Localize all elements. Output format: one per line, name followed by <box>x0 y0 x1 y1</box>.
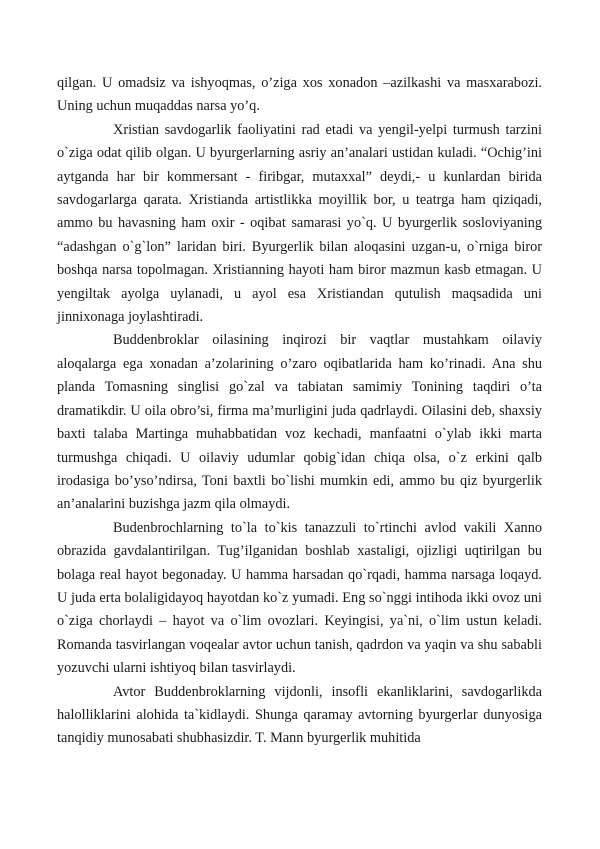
paragraph-continuation: qilgan. U omadsiz va ishyoqmas, o’ziga xos xonadon –azilkashi va masxarabozi. Uning uchun muqaddas narsa yo’q. <box>57 75 542 115</box>
paragraph-avtor: Avtor Buddenbroklarning vijdonli, insofli ekanliklarini, savdogarlikda halolliklarini alohida ta`kidlaydi. Shunga qaramay avtorning byurgerlar dunyosiga tanqidiy munosabati shubhasizdir. T. Mann byurgerlik muhitida <box>57 683 542 747</box>
paragraph-xristian: Xristian savdogarlik faoliyatini rad etadi va yengil-yelpi turmush tarzini o`ziga odat qilib olgan. U byurgerlarning asriy an’analari ustidan kuladi. “Ochig’ini aytganda har bir kommersant - firibgar, mutaxxal” deydi,- u kunlardan birida savdogarlarga qarata. Xristianda artistlikka moyillik bor, u teatrga ham qiziqadi, ammo bu havasning ham oxir - oqibat samarasi yo`q. U byurgerlik sosloviyaning “adashgan o`g`lon” laridan biri. Byurgerlik bilan aloqasini uzgan-u, o`rniga biror boshqa narsa topolmagan. Xristianning hayoti ham biror mazmun kasb etmagan. U yengiltak ayolga uylanadi, u ayol esa Xristiandan qutulish maqsadida uni jinnixonaga joylashtiradi. <box>57 121 542 326</box>
paragraph-xanno: Budenbrochlarning to`la to`kis tanazzuli to`rtinchi avlod vakili Xanno obrazida gavdalantirilgan. Tug’ilganidan boshlab xastaligi, ojizligi uqtirilgan bu bolaga real hayot begonaday. U hamma harsadan qo`rqadi, hamma narsaga loqayd. U juda erta bolaligidayoq hayotdan ko`z yumadi. Eng so`nggi intihoda ikki ovoz uni o`ziga chorlaydi – hayot va o`lim ovozlari. Keyingisi, ya`ni, o`lim ustun keladi. Romanda tasvirlangan voqealar avtor uchun tanish, qadrdon va yaqin va shu sababli yozuvchi ularni ishtiyoq bilan tasvirlaydi. <box>57 519 542 677</box>
paragraph-toni: Buddenbroklar oilasining inqirozi bir vaqtlar mustahkam oilaviy aloqalarga ega xonadan a’zolarining o’zaro oqibatlarida ham ko’rinadi. Ana shu planda Tomasning singlisi go`zal va tabiatan samimiy Tonining taqdiri o’ta dramatikdir. U oila obro’si, firma ma’murligini juda qadrlaydi. Oilasini deb, shaxsiy baxti talaba Martinga muhabbatidan voz kechadi, manfaatni o`ylab ikki marta turmushga chiqadi. U oilaviy udumlar qobig`idan chiqa olsa, o`z erkini qalb irodasiga bo’yso’ndirsa, Toni baxtli bo`lishi mumkin edi, ammo bu qiz byurgerlik an’analarini buzishga jazm qila olmaydi. <box>57 332 542 513</box>
body-text <box>57 72 542 751</box>
